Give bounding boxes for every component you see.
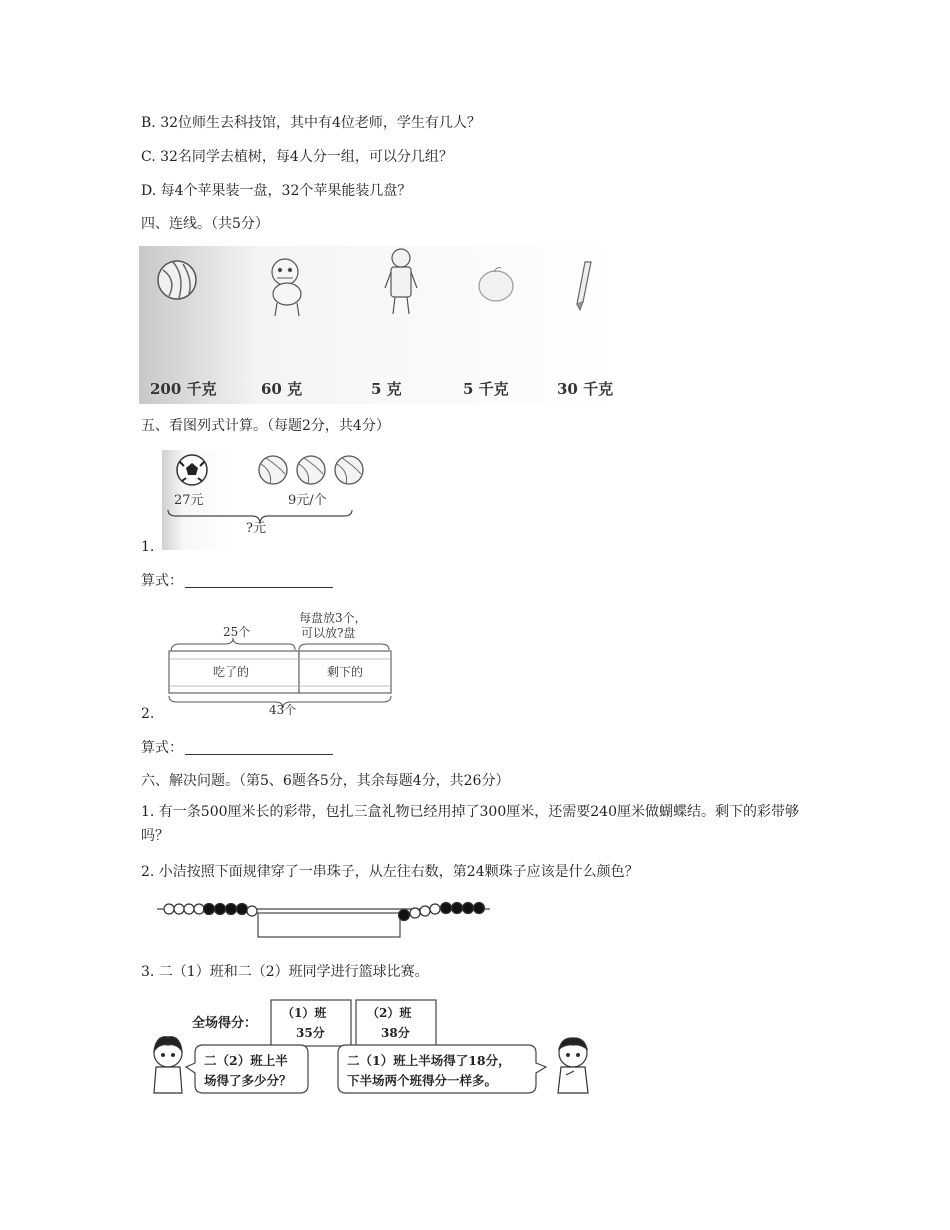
option-d: D. 每4个苹果装一盘，32个苹果能装几盘？ [141, 183, 412, 199]
score-label: 全场得分： [192, 1016, 258, 1031]
volleyball-icon [297, 456, 325, 484]
watermelon-icon [158, 261, 196, 299]
volleyball-icon [335, 456, 363, 484]
section5-title: 五、看图列式计算。（每题2分，共4分） [141, 418, 390, 434]
total-count: 43个 [269, 703, 297, 716]
q1-number: 1. [141, 539, 155, 555]
total-price: ?元 [246, 521, 266, 536]
problem-1: 1. 有一条500厘米长的彩带，包扎三盒礼物已经用掉了300厘米，还需要240厘米做蝴蝶结。剩下的彩带够吗？ [141, 804, 799, 844]
hidden-beads-box [258, 913, 400, 937]
weight-label-5: 30 千克 [557, 380, 614, 398]
bubble-right-line-2: 下半场两个班得分一样多。 [347, 1073, 498, 1088]
weight-label-3: 5 克 [371, 380, 402, 398]
class2-score: 38分 [381, 1026, 410, 1040]
remaining-label: 剩下的 [327, 665, 364, 679]
formula-label: 算式： [141, 573, 183, 589]
section4-title: 四、连线。（共5分） [141, 216, 269, 232]
matching-figure [139, 246, 619, 404]
matching-illustration [139, 246, 619, 404]
bubble-left-line-2: 场得了多少分？ [204, 1073, 292, 1088]
bead [164, 904, 257, 917]
note-line-1: 每盘放3个， [299, 611, 367, 625]
class1-score: 35分 [296, 1026, 325, 1040]
bead-string-figure [155, 895, 495, 940]
problem-3: 3. 二（1）班和二（2）班同学进行篮球比赛。 [141, 964, 429, 980]
volleyball-icon [259, 456, 287, 484]
note-line-2: 可以放?盘 [301, 626, 356, 640]
bubble-left-line-1: 二（2）班上半 [204, 1053, 288, 1068]
soccer-ball-icon [177, 455, 207, 485]
formula-2 [141, 738, 333, 758]
problem-2: 2. 小洁按照下面规律穿了一串珠子，从左往右数，第24颗珠子应该是什么颜色？ [141, 864, 639, 880]
formula-label: 算式： [141, 740, 183, 756]
weight-label-2: 60 克 [261, 380, 303, 398]
soccer-price: 27元 [174, 493, 204, 508]
basketball-figure [148, 995, 603, 1107]
weight-label-1: 200 千克 [150, 380, 217, 398]
bead [399, 903, 485, 921]
formula-1 [141, 571, 333, 591]
bubble-right-line-1: 二（1）班上半场得了18分， [347, 1053, 511, 1068]
q2-figure [165, 608, 397, 716]
answer-blank[interactable] [185, 573, 333, 588]
eaten-label: 吃了的 [213, 665, 250, 679]
q1-figure [162, 450, 372, 550]
weight-label-4: 5 千克 [463, 380, 509, 398]
option-b: B. 32位师生去科技馆，其中有4位老师，学生有几人？ [141, 115, 481, 131]
eaten-count: 25个 [223, 625, 251, 639]
class1-label: （1）班 [282, 1006, 327, 1020]
girl-icon [154, 1037, 182, 1093]
volleyball-price: 9元/个 [288, 493, 327, 508]
option-c: C. 32名同学去植树，每4人分一组，可以分几组？ [141, 149, 453, 165]
boy-icon [558, 1038, 588, 1093]
section6-title: 六、解决问题。（第5、6题各5分，其余每题4分，共26分） [141, 773, 510, 789]
answer-blank[interactable] [185, 740, 333, 755]
q2-number: 2. [141, 706, 155, 722]
class2-label: （2）班 [367, 1006, 412, 1020]
